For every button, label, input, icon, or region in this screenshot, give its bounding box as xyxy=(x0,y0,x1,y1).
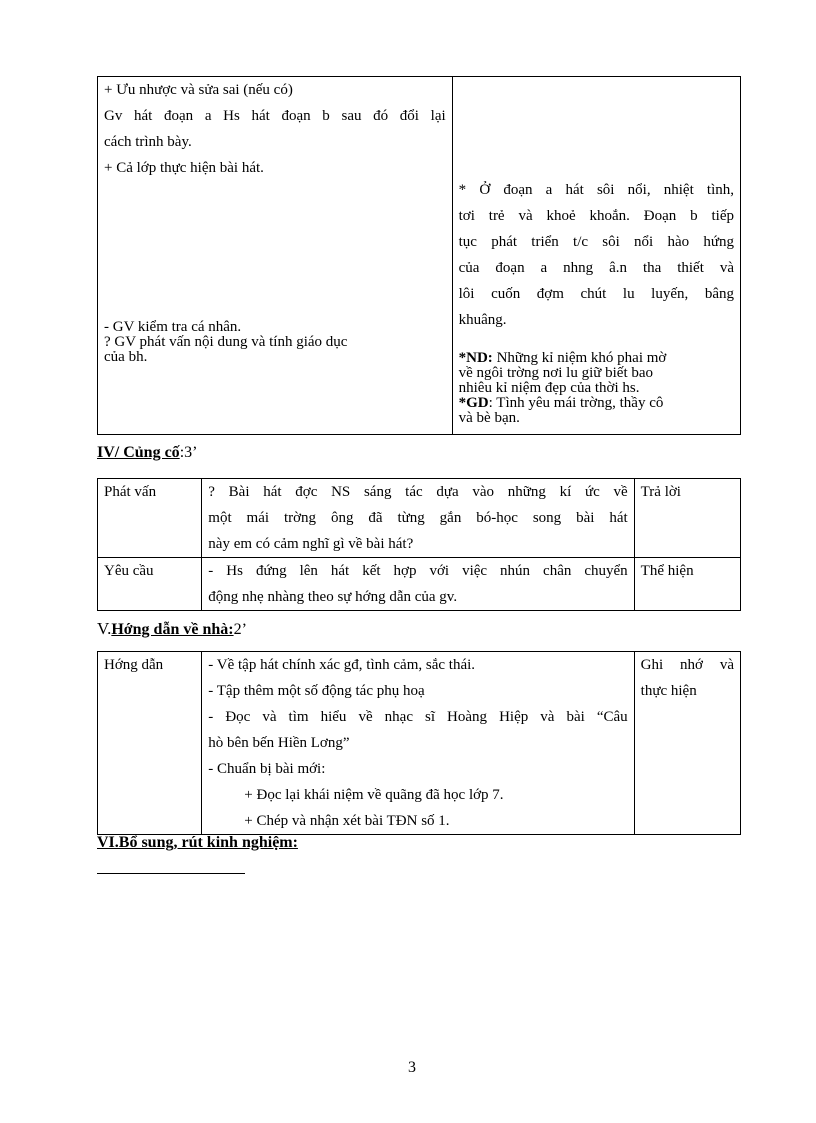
text-line: và bè bạn. xyxy=(458,410,520,426)
text-line: hò bên bến Hiền Lơng” xyxy=(208,735,350,751)
text-line: - Về tập hát chính xác gđ, tình cảm, sắc thái. xyxy=(208,657,476,673)
text-line: Ghi nhớ và xyxy=(640,657,734,673)
text-line: về ngôi trờng nơi lu giữ biết bao xyxy=(458,365,654,381)
text-line: của bh. xyxy=(104,349,148,365)
text-line: động nhẹ nhàng theo sự hớng dẫn của gv. xyxy=(208,589,458,605)
section-4-time: :3’ xyxy=(179,444,198,461)
row-result: Trả lời xyxy=(634,479,740,558)
text-line: - Chuẩn bị bài mới: xyxy=(208,761,326,777)
nd-line xyxy=(459,351,734,366)
section-4-heading xyxy=(97,444,197,462)
lesson-table xyxy=(97,76,741,435)
teacher-activity-cell xyxy=(98,77,453,435)
text-line: - Hs đứng lên hát kết hợp với việc nhún chân chuyển xyxy=(208,563,628,579)
text-line: ? GV phát vấn nội dung và tính giáo dục xyxy=(104,334,348,350)
row-content xyxy=(202,479,634,558)
text-line: tơi trẻ và khoẻ khoắn. Đoạn b tiếp xyxy=(458,208,734,224)
nd-text: Những kỉ niệm khó phai mờ xyxy=(492,350,667,366)
page-number: 3 xyxy=(408,1059,416,1076)
section-5-prefix: V. xyxy=(97,619,112,638)
section-5-title: Hớng dẫn về nhà: xyxy=(111,621,234,638)
text-line: khuâng. xyxy=(458,312,507,328)
row-label: Phát vấn xyxy=(98,479,202,558)
gd-label: *GD xyxy=(458,395,489,411)
text-line: của đoạn a nhng â.n tha thiết và xyxy=(458,260,734,276)
text-line: này em có cảm nghĩ gì về bài hát? xyxy=(208,536,414,552)
row-label: Yêu cầu xyxy=(98,558,202,611)
text-line: ? Bài hát đợc NS sáng tác dựa vào những kí ức về xyxy=(208,484,628,500)
row-label: Hớng dẫn xyxy=(98,652,202,835)
row-result xyxy=(634,652,740,835)
homework-table xyxy=(97,651,741,835)
text-line: - Tập thêm một số động tác phụ hoạ xyxy=(208,683,425,699)
row-content xyxy=(202,558,634,611)
row-result: Thể hiện xyxy=(634,558,740,611)
gd-text: : Tình yêu mái trờng, thầy cô xyxy=(488,395,664,411)
text-line: cách trình bày. xyxy=(104,134,192,150)
text-line: Gv hát đoạn a Hs hát đoạn b sau đó đổi lại xyxy=(104,108,446,124)
text-line: - Đọc và tìm hiểu về nhạc sĩ Hoàng Hiệp và bài “Câu xyxy=(208,709,628,725)
text-line: + Chép và nhận xét bài TĐN số 1. xyxy=(244,813,450,829)
section-5-time: 2’ xyxy=(233,621,247,638)
text-line: * Ở đoạn a hát sôi nổi, nhiệt tình, xyxy=(458,182,734,198)
student-activity-cell xyxy=(452,77,740,435)
section-5-heading xyxy=(97,619,247,639)
text-line: + Ưu nhược và sửa sai (nếu có) xyxy=(104,82,293,98)
text-line: + Cả lớp thực hiện bài hát. xyxy=(104,160,264,176)
gd-line xyxy=(459,396,734,411)
consolidation-table xyxy=(97,478,741,611)
text-line: thực hiện xyxy=(640,683,697,699)
text-line: + Đọc lại khái niệm về quãng đã học lớp 7. xyxy=(244,787,504,803)
section-4-title: IV/ Củng cố xyxy=(97,444,180,461)
divider xyxy=(97,873,245,874)
text-line: - GV kiểm tra cá nhân. xyxy=(104,319,242,335)
nd-label: *ND: xyxy=(458,350,493,366)
text-line: lôi cuốn đợm chút lu luyến, bâng xyxy=(458,286,734,302)
text-line: tục phát triển t/c sôi nổi hào hứng xyxy=(458,234,734,250)
section-6-heading: VI.Bổ sung, rút kinh nghiệm: xyxy=(97,834,298,851)
row-content xyxy=(202,652,634,835)
text-line: nhiêu kỉ niệm đẹp của thời hs. xyxy=(458,380,640,396)
text-line: một mái trờng ông đã từng gắn bó-học song bài hát xyxy=(208,510,628,526)
